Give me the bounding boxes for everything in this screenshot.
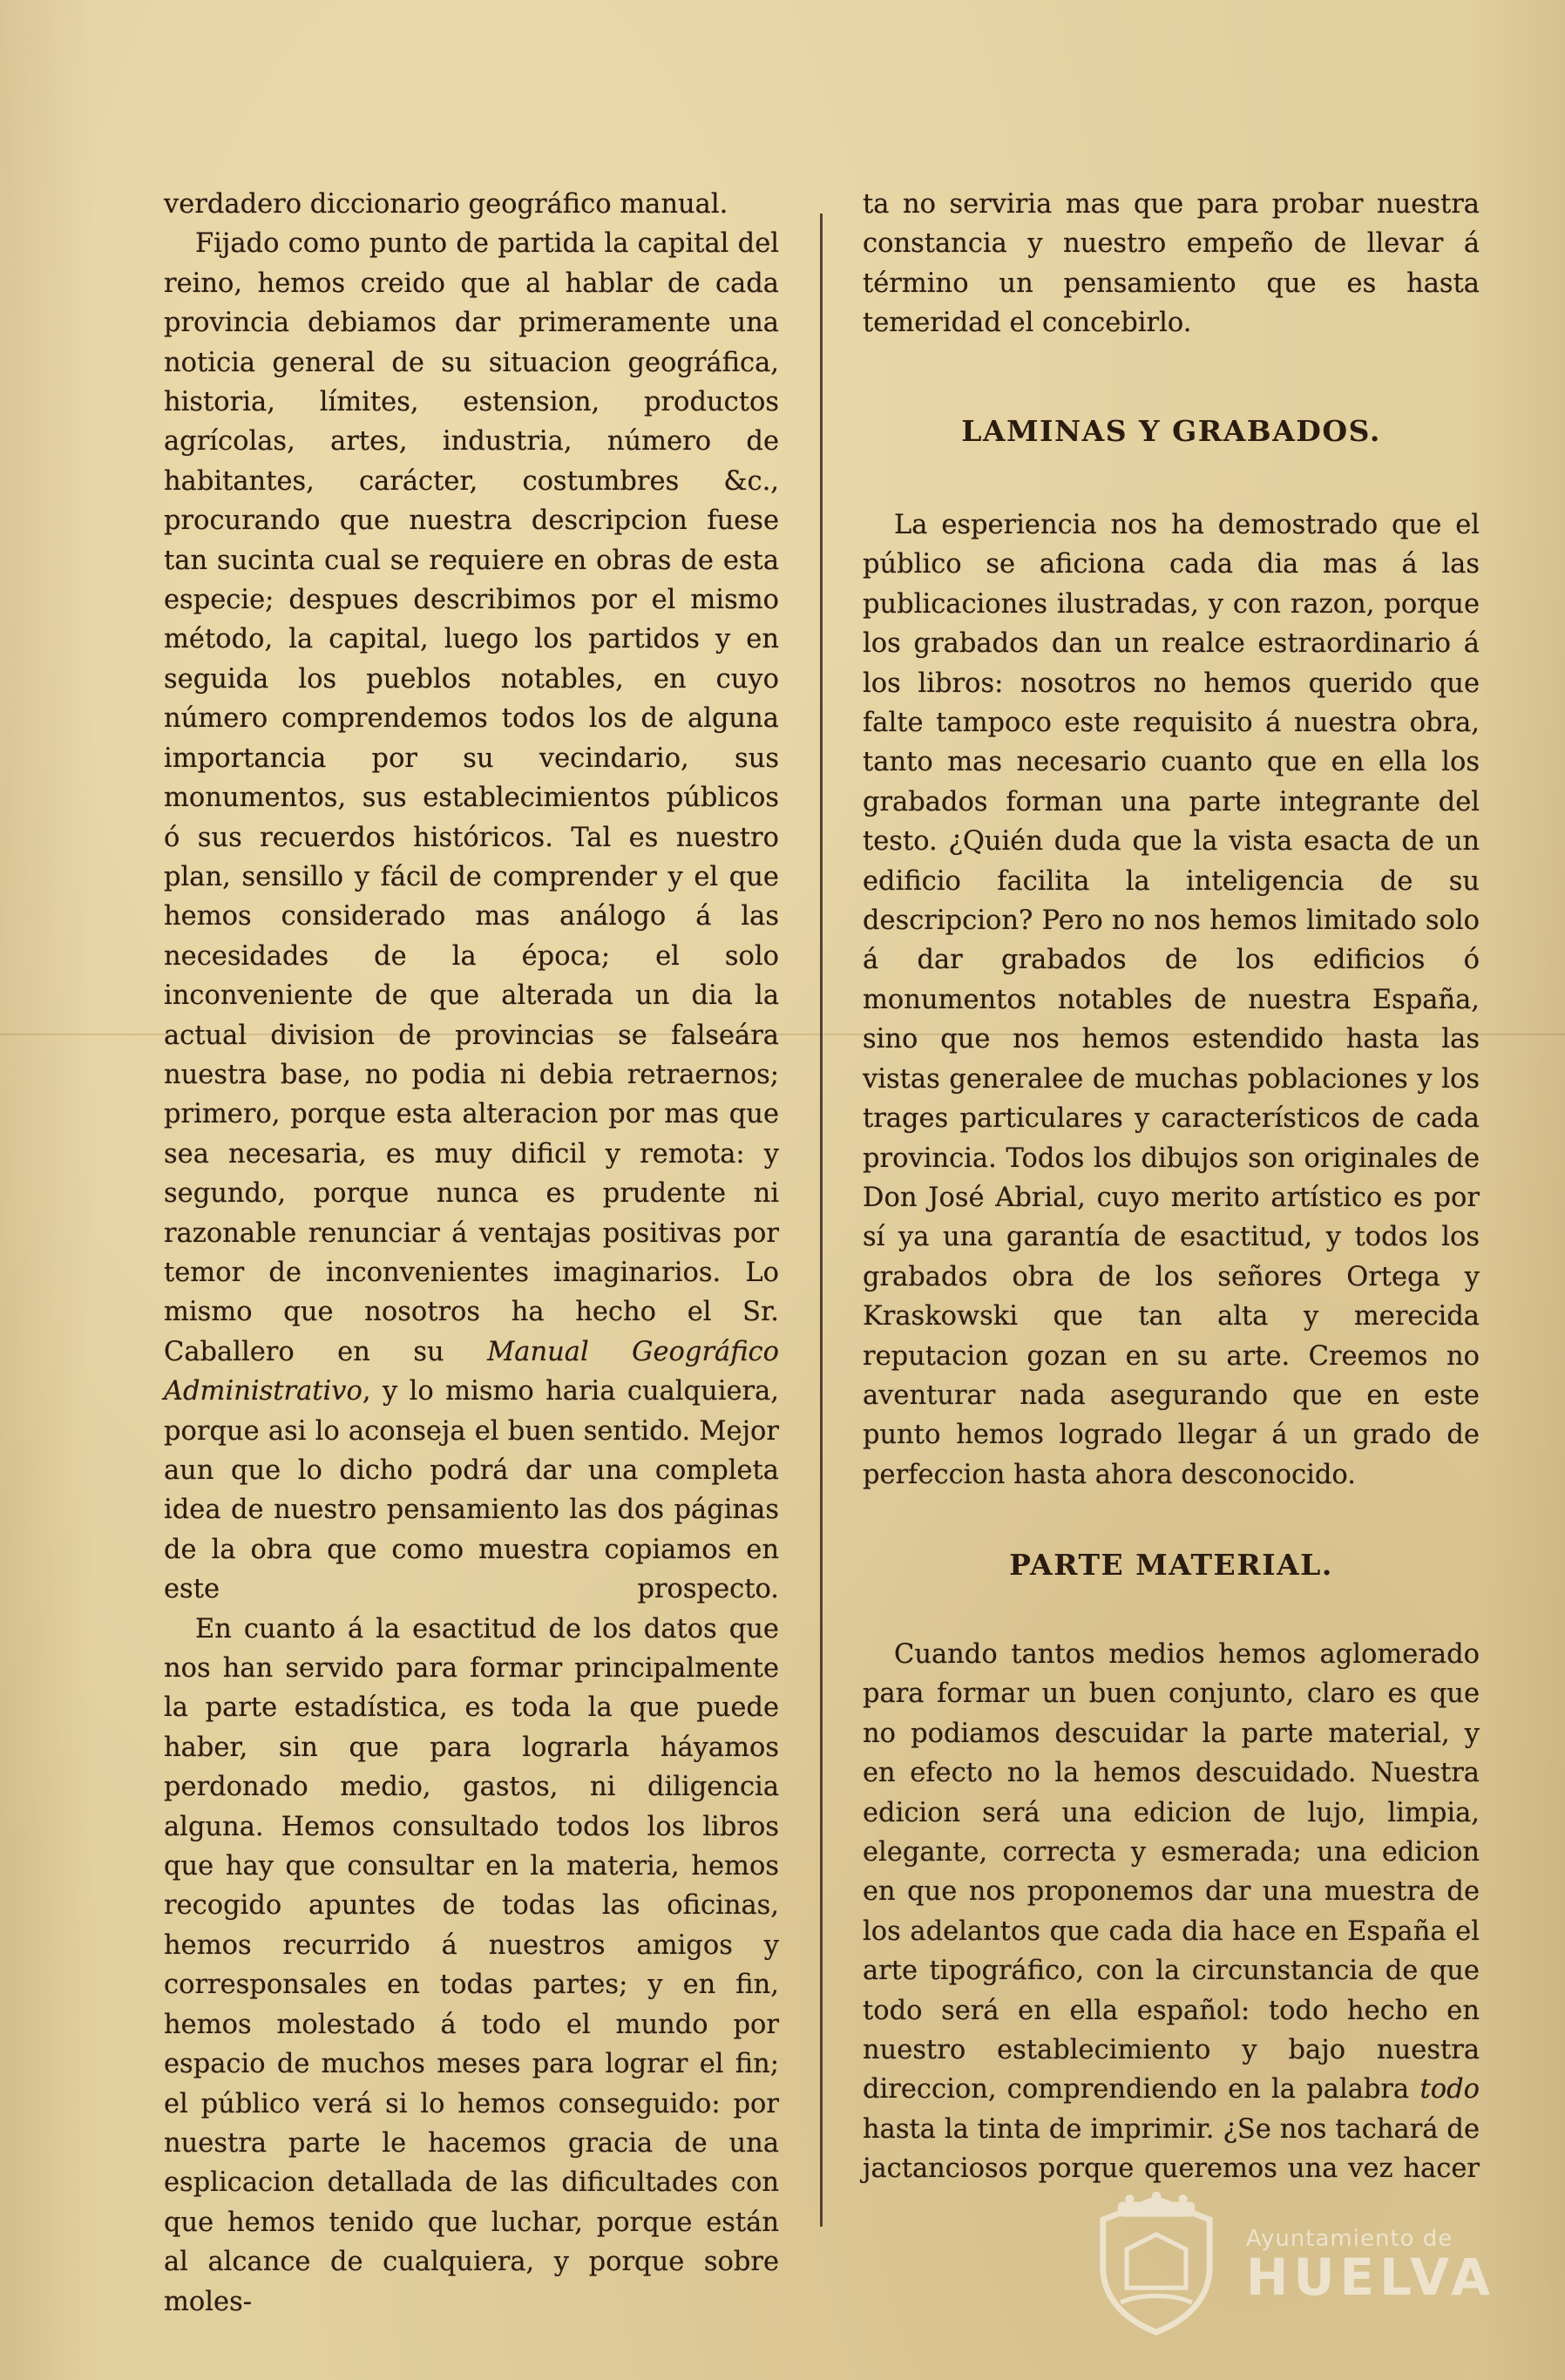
right-column-middle: [863, 505, 1480, 1495]
right-column-bottom: [863, 1635, 1480, 2189]
right-paragraph-3-text: Cuando tantos medios hemos aglomerado para formar un buen conjunto, claro es que no podiamos descuidar la parte material, y en efecto no la hemos descuidado. Nuestra edicion será una edicion de lujo, limpia, elegante, correcta y esmerada; una edicion en que nos proponemos dar una muestra de los adelantos que cada dia hace en España el arte tipográfico, con la circunstancia de que todo será en ella español: todo hecho en nuestro establecimiento y bajo nuestra direccion, comprendiendo en la palabra: [863, 1639, 1480, 2105]
section-heading-laminas: LAMINAS Y GRABADOS.: [961, 414, 1381, 448]
watermark-line-2: HUELVA: [1245, 2248, 1495, 2307]
watermark-text: [1245, 2226, 1495, 2307]
left-paragraph-2: [164, 224, 779, 1609]
city-seal-icon: [1082, 2190, 1230, 2338]
left-paragraph-2-text: Fijado como punto de partida la capital del reino, hemos creido que al hablar de cada provincia debiamos dar primeramente una noticia general de su situacion geográfica, historia, límites, estension, productos agrícolas, artes, industria, número de habitantes, carácter, costumbres &c., procurando que nuestra descripcion fuese tan sucinta cual se requiere en obras de esta especie; despues describimos por el mismo método, la capital, luego los partidos y en seguida los pueblos notables, en cuyo número comprendemos todos los de alguna importancia por su vecindario, sus monumentos, sus establecimientos públicos ó sus recuerdos históricos. Tal es nuestro plan, sensillo y fácil de comprender y el que hemos considerado mas análogo á las necesidades de la época; el solo inconveniente de que alterada un dia la actual division de provincias se falseára nuestra base, no podia ni debia retraernos; primero, porque esta alteracion por mas que sea necesaria, es muy dificil y remota: y segundo, porque nunca es prudente ni razonable renunciar á ventajas positivas por temor de inconvenientes imaginarios. Lo mismo que nosotros ha hecho el Sr. Caballero en su: [164, 228, 779, 1367]
column-divider: [820, 214, 823, 2227]
right-paragraph-1: ta no serviria mas que para probar nuestra constancia y nuestro empeño de llevar á término un pensamiento que es hasta temeridad el concebirlo.: [863, 189, 1480, 339]
right-column-top: [863, 185, 1480, 343]
left-column: [164, 185, 779, 2322]
right-paragraph-2: La esperiencia nos ha demostrado que el público se aficiona cada dia mas á las publicaciones ilustradas, y con razon, porque los grabados dan un realce estraordinario á los libros: nosotros no hemos querido que falte tampoco este requisito á nuestra obra, tanto mas necesario cuanto que en ella los grabados forman una parte integrante del testo. ¿Quién duda que la vista esacta de un edificio facilita la inteligencia de su descripcion? Pero no nos hemos limitado solo á dar grabados de los edificios ó monumentos notables de nuestra España, sino que nos hemos estendido hasta las vistas generalee de muchas poblaciones y los trages particulares y característicos de cada provincia. Todos los dibujos son originales de Don José Abrial, cuyo merito artístico es por sí ya una garantía de esactitud, y todos los grabados obra de los señores Ortega y Kraskowski que tan alta y merecida reputacion gozan en su arte. Creemos no aventurar nada asegurando que en este punto hemos logrado llegar á un grado de perfeccion hasta ahora desconocido.: [863, 510, 1480, 1490]
todo-italic: todo: [1419, 2074, 1480, 2105]
watermark-line-1: Ayuntamiento de: [1245, 2226, 1453, 2252]
heading-parte-wrapper: [863, 1543, 1480, 1587]
left-paragraph-1: verdadero diccionario geográfico manual.: [164, 189, 728, 220]
heading-laminas-wrapper: [863, 410, 1480, 453]
watermark: [1082, 2190, 1495, 2338]
left-paragraph-3: En cuanto á la esactitud de los datos que nos han servido para formar principalmente la parte estadística, es toda la que puede haber, sin que para lograrla háyamos perdonado medio, gastos, ni diligencia alguna. Hemos consultado todos los libros que hay que consultar en la materia, hemos recogido apuntes de todas las oficinas, hemos recurrido á nuestros amigos y corresponsales en todas partes; y en fin, hemos molestado á todo el mundo por espacio de muchos meses para lograr el fin; el público verá si lo hemos conseguido: por nuestra parte le hacemos gracia de una esplicacion detallada de las dificultades con que hemos tenido que luchar, porque están al alcance de cualquiera, y porque sobre moles-: [164, 1613, 779, 2317]
right-paragraph-3: [863, 1635, 1480, 2189]
left-paragraph-2-end: , y lo mismo haria cualquiera, porque asi lo aconseja el buen sentido. Mejor aun que lo dicho podrá dar una completa idea de nuestro pensamiento las dos páginas de la obra que como muestra copiamos en este prospecto.: [164, 1376, 779, 1605]
manual-title-italic: Manual Geográfico Administrativo: [164, 1336, 779, 1407]
right-paragraph-3-end: hasta la tinta de imprimir. ¿Se nos tachará de jactanciosos porque queremos una vez hacer: [863, 2113, 1480, 2185]
section-heading-parte-material: PARTE MATERIAL.: [1009, 1548, 1333, 1582]
